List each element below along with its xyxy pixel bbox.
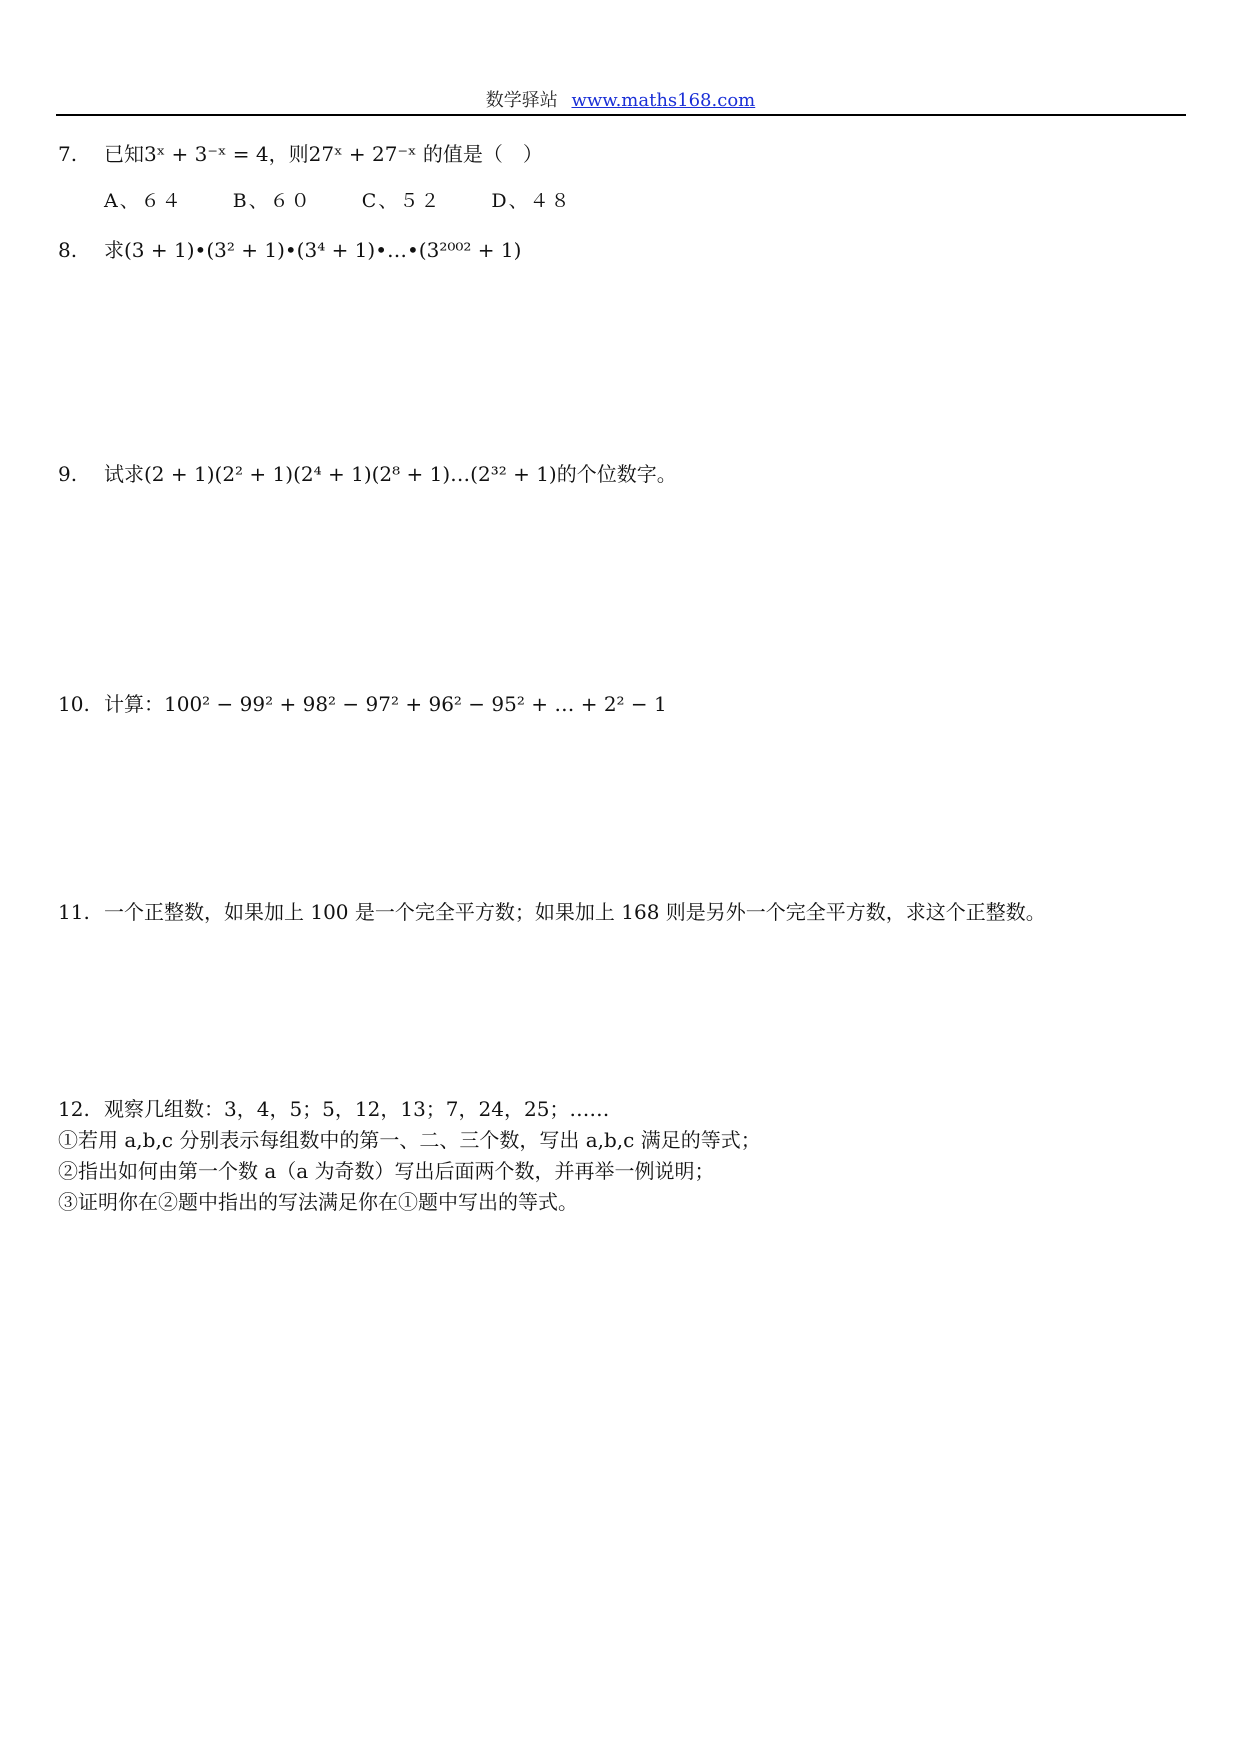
question-text: 求(3 + 1)•(3² + 1)•(3⁴ + 1)•…•(3²⁰⁰² + 1)	[104, 238, 522, 262]
question-number: 12.	[58, 1097, 90, 1121]
question-10	[58, 688, 667, 717]
question-number: 9.	[58, 462, 78, 486]
question-text: 观察几组数：3，4，5；5，12，13；7，24，25；……	[104, 1097, 610, 1121]
question-text: 已知3ˣ + 3⁻ˣ = 4，则27ˣ + 27⁻ˣ 的值是（ ）	[104, 142, 543, 166]
question-12	[58, 1093, 609, 1122]
question-number: 11.	[58, 900, 90, 924]
question-text: 计算：100² − 99² + 98² − 97² + 96² − 95² + … + 2² − 1	[104, 692, 667, 716]
site-link[interactable]: www.maths168.com	[571, 90, 756, 111]
question-number: 10.	[58, 692, 90, 716]
question-7	[58, 138, 543, 167]
site-name: 数学驿站	[485, 90, 558, 111]
page-header	[0, 86, 1241, 112]
question-text: 一个正整数，如果加上 100 是一个完全平方数；如果加上 168 则是另外一个完全平方数，求这个正整数。	[104, 900, 1046, 924]
question-12-part-2: ②指出如何由第一个数 a（a 为奇数）写出后面两个数，并再举一例说明；	[58, 1159, 715, 1183]
question-number: 8.	[58, 238, 78, 262]
question-12-part-3: ③证明你在②题中指出的写法满足你在①题中写出的等式。	[58, 1190, 578, 1214]
option-c: C、５２	[361, 190, 442, 212]
option-d: D、４８	[491, 190, 572, 212]
question-number: 7.	[58, 142, 78, 166]
question-12-part-1: ①若用 a,b,c 分别表示每组数中的第一、二、三个数，写出 a,b,c 满足的等式；	[58, 1128, 761, 1152]
question-7-options	[104, 186, 614, 213]
question-11	[58, 896, 1046, 925]
option-a: A、６４	[104, 190, 183, 212]
option-b: B、６０	[232, 190, 312, 212]
header-divider	[56, 114, 1186, 116]
question-9	[58, 458, 677, 487]
question-8	[58, 234, 521, 263]
question-text: 试求(2 + 1)(2² + 1)(2⁴ + 1)(2⁸ + 1)…(2³² + 1)的个位数字。	[104, 462, 677, 486]
